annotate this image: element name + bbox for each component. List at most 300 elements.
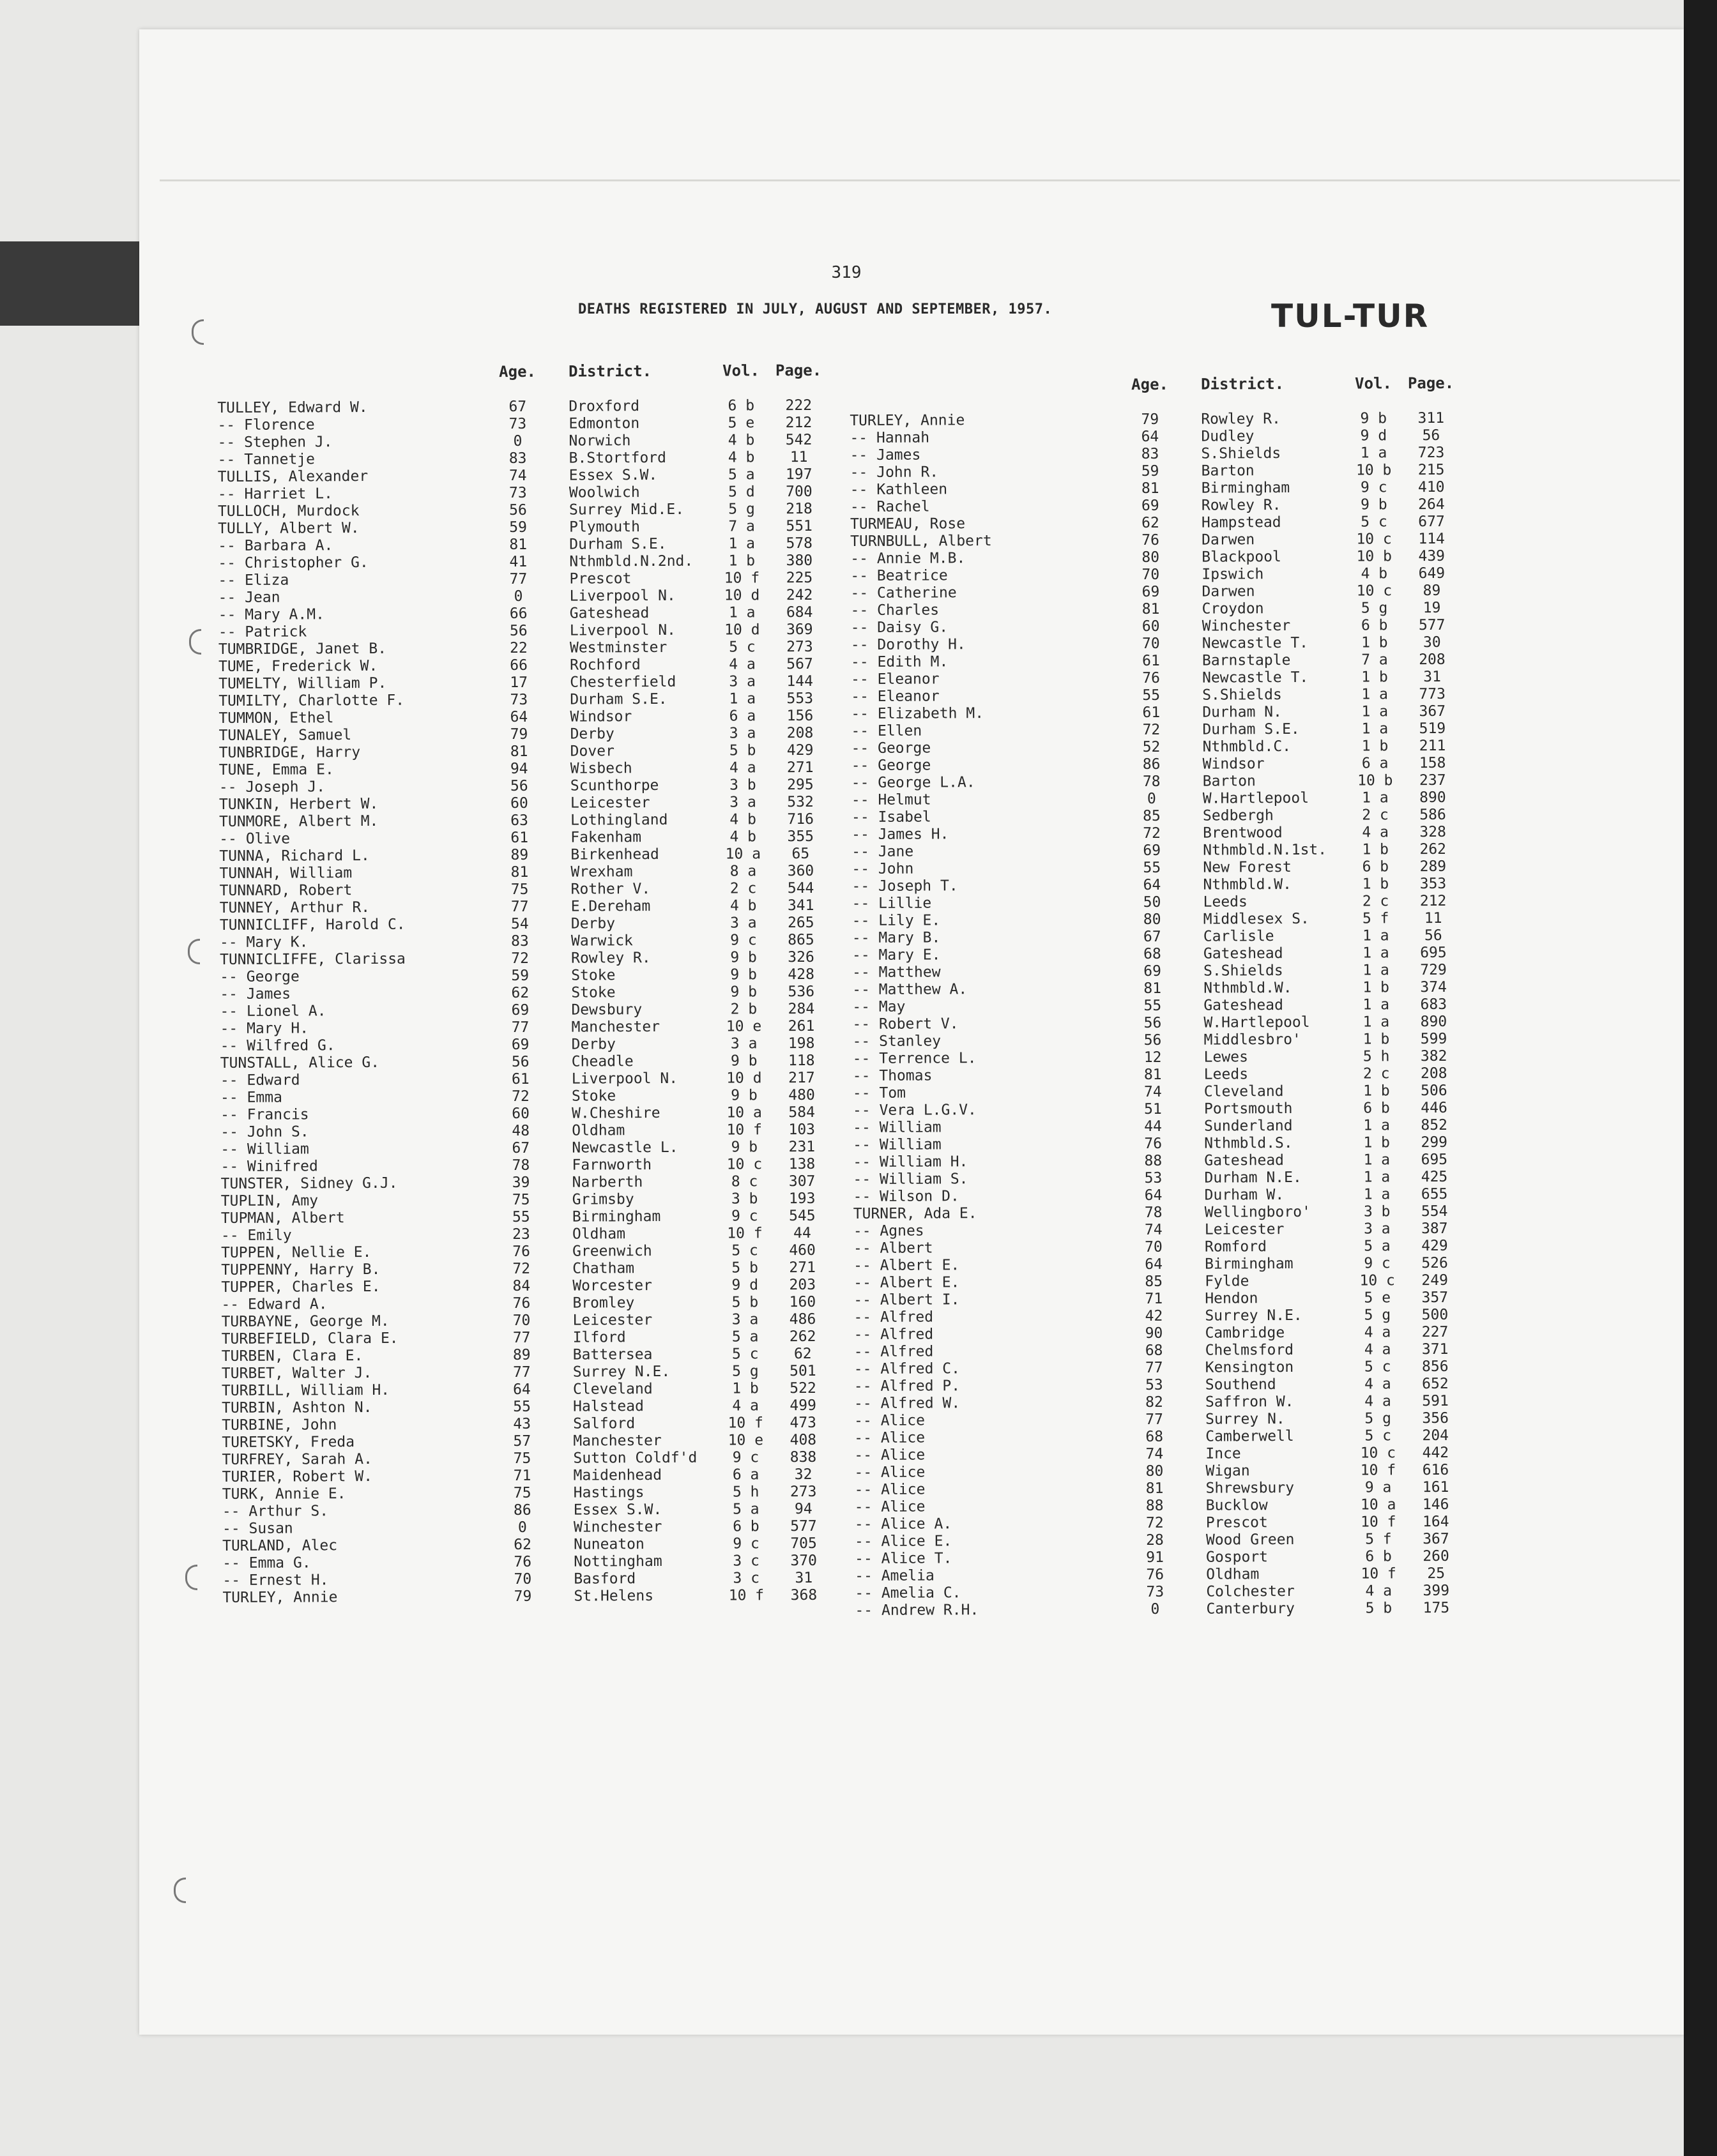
entry-age: 76: [1146, 1566, 1164, 1583]
entry-district: Surrey Mid.E.: [569, 501, 685, 519]
entry-age: 67: [508, 398, 527, 416]
entry-page: 328: [1419, 823, 1446, 841]
entry-volume: 10 f: [726, 1121, 762, 1139]
entry-page: 536: [788, 983, 815, 1001]
entry-page: 89: [1423, 582, 1441, 600]
entry-age: 76: [1142, 669, 1160, 687]
entry-name: -- Alice E.: [854, 1533, 952, 1550]
entry-page: 399: [1423, 1582, 1450, 1600]
entry-page: 237: [1419, 771, 1446, 789]
entry-age: 83: [511, 932, 529, 950]
register-entry-row: [222, 1397, 860, 1417]
entry-district: S.Shields: [1202, 687, 1282, 704]
register-entry-row: [855, 1479, 1493, 1499]
entry-volume: 4 a: [732, 1397, 759, 1415]
entry-page: 852: [1421, 1116, 1447, 1134]
entry-district: Dover: [570, 743, 614, 760]
entry-age: 60: [512, 1105, 530, 1122]
entry-age: 77: [1145, 1359, 1163, 1376]
entry-page: 231: [788, 1138, 816, 1156]
entry-page: 161: [1422, 1478, 1449, 1496]
entry-district: Liverpool N.: [569, 621, 676, 639]
entry-district: Barnstaple: [1202, 651, 1291, 669]
entry-age: 67: [512, 1139, 530, 1157]
entry-district: Essex S.W.: [573, 1501, 662, 1519]
column-header-district: District.: [1200, 375, 1285, 393]
entry-district: Rochford: [570, 657, 641, 674]
entry-age: 88: [1144, 1152, 1163, 1169]
entry-district: Durham N.E.: [1204, 1169, 1302, 1187]
entry-volume: 6 b: [1362, 858, 1389, 876]
entry-page: 32: [794, 1466, 813, 1484]
entry-volume: 3 b: [729, 777, 756, 794]
entry-name: -- Christopher G.: [218, 554, 369, 572]
entry-page: 649: [1418, 565, 1446, 582]
entry-name: -- Alice: [854, 1446, 926, 1464]
entry-name: TUNNAH, William: [219, 865, 353, 882]
entry-page: 544: [787, 879, 814, 897]
entry-name: -- Matthew A.: [852, 981, 968, 998]
entry-district: Chatham: [572, 1260, 635, 1277]
entry-volume: 1 b: [1361, 669, 1388, 686]
entry-age: 78: [1142, 773, 1161, 791]
entry-page: 577: [790, 1517, 817, 1535]
entry-name: -- Emma: [220, 1089, 283, 1106]
entry-district: New Forest: [1203, 858, 1292, 876]
entry-age: 64: [513, 1381, 531, 1398]
entry-age: 0: [1147, 790, 1156, 807]
entry-name: TUNSTER, Sidney G.J.: [220, 1174, 398, 1192]
entry-name: -- William: [220, 1141, 309, 1158]
entry-volume: 1 a: [728, 604, 756, 621]
column-header-vol: Vol.: [1355, 374, 1393, 393]
entry-district: Derby: [570, 915, 616, 932]
entry-age: 76: [1141, 531, 1160, 549]
register-entry-row: [854, 1462, 1493, 1482]
entry-volume: 5 g: [732, 1363, 759, 1380]
entry-name: -- Alice: [854, 1464, 926, 1481]
entry-volume: 3 a: [729, 915, 757, 932]
entry-volume: 5 a: [732, 1501, 759, 1518]
entry-name: -- Jane: [851, 843, 914, 860]
entry-page: 442: [1422, 1444, 1449, 1462]
entry-page: 357: [1421, 1289, 1449, 1307]
entry-name: TURETSKY, Freda: [222, 1434, 355, 1451]
entry-volume: 10 f: [728, 1415, 763, 1432]
entry-district: Gosport: [1206, 1549, 1269, 1566]
entry-name: -- Winifred: [220, 1158, 318, 1175]
entry-volume: 5 e: [1364, 1289, 1391, 1307]
entry-name: -- Hannah: [850, 429, 930, 446]
register-entry-row: [222, 1552, 861, 1572]
entry-page: 408: [790, 1431, 817, 1449]
entry-page: 204: [1422, 1427, 1449, 1445]
entry-volume: 1 b: [1362, 841, 1389, 858]
entry-volume: 5 c: [1364, 1358, 1391, 1376]
entry-name: -- Alfred: [853, 1326, 934, 1343]
entry-district: Liverpool N.: [571, 1070, 678, 1088]
entry-district: Leicester: [1204, 1221, 1285, 1238]
entry-district: Fakenham: [570, 829, 642, 846]
entry-district: Woolwich: [569, 484, 640, 501]
register-entry-row: [222, 1346, 860, 1365]
entry-age: 73: [1146, 1583, 1164, 1600]
entry-district: Durham S.E.: [1202, 720, 1300, 738]
entry-volume: 10 d: [724, 587, 760, 604]
entry-page: 374: [1420, 978, 1447, 996]
register-entry-row: [217, 397, 856, 417]
entry-district: Gateshead: [1203, 997, 1283, 1014]
entry-name: -- Dorothy H.: [850, 636, 966, 653]
entry-page: 44: [793, 1224, 811, 1242]
entry-district: S.Shields: [1203, 962, 1283, 980]
entry-district: Rowley R.: [1201, 411, 1281, 428]
entry-district: Wigan: [1205, 1462, 1250, 1480]
entry-name: -- George L.A.: [851, 774, 975, 791]
entry-volume: 10 f: [1360, 1462, 1396, 1479]
entry-district: Cheadle: [571, 1053, 634, 1070]
entry-name: TUNSTALL, Alice G.: [220, 1054, 380, 1072]
entry-age: 0: [513, 432, 523, 450]
entry-page: 299: [1421, 1134, 1448, 1151]
register-entry-row: [222, 1501, 861, 1521]
entry-name: TUNALEY, Samuel: [218, 727, 352, 744]
entry-name: -- Lily E.: [851, 912, 941, 929]
entry-age: 70: [1141, 566, 1160, 584]
entry-volume: 9 a: [1364, 1479, 1392, 1496]
entry-volume: 1 a: [1363, 1186, 1391, 1203]
entry-district: Farnworth: [572, 1157, 652, 1174]
entry-district: Oldham: [572, 1226, 626, 1243]
entry-name: -- Albert I.: [853, 1291, 960, 1309]
entry-age: 0: [514, 588, 523, 605]
entry-age: 59: [1141, 462, 1159, 480]
entry-volume: 1 b: [1362, 1031, 1390, 1048]
entry-volume: 3 b: [731, 1190, 758, 1208]
entry-volume: 4 b: [728, 449, 755, 466]
register-entry-row: [218, 552, 857, 572]
entry-age: 55: [1143, 997, 1162, 1015]
page-title: DEATHS REGISTERED IN JULY, AUGUST AND SEPTEMBER, 1957.: [578, 301, 1053, 317]
entry-name: TUMELTY, William P.: [218, 674, 387, 692]
entry-volume: 4 a: [1364, 1324, 1391, 1341]
entry-age: 73: [508, 415, 527, 433]
entry-age: 80: [1141, 549, 1160, 566]
entry-page: 545: [788, 1207, 816, 1225]
entry-page: 428: [788, 966, 815, 983]
entry-page: 856: [1421, 1358, 1449, 1376]
entry-name: -- Eleanor: [851, 688, 940, 705]
entry-page: 473: [790, 1414, 817, 1432]
entry-district: Nottingham: [574, 1552, 662, 1570]
entry-age: 81: [1145, 1480, 1164, 1497]
entry-name: -- Ernest H.: [222, 1572, 329, 1589]
entry-page: 103: [788, 1121, 816, 1139]
entry-age: 81: [1143, 980, 1162, 998]
entry-name: -- Albert: [853, 1240, 933, 1257]
entry-name: TURFREY, Sarah A.: [222, 1450, 372, 1468]
entry-age: 80: [1145, 1462, 1164, 1480]
entry-name: -- Lionel A.: [220, 1003, 326, 1020]
right-entry-column: [850, 374, 1493, 1620]
entry-page: 578: [786, 535, 813, 552]
entry-name: TURBINE, John: [222, 1416, 337, 1434]
register-entry-row: [851, 600, 1490, 619]
entry-page: 65: [791, 845, 810, 863]
entry-page: 486: [789, 1310, 816, 1328]
entry-volume: 9 b: [731, 1139, 758, 1156]
entry-volume: 10 a: [725, 846, 761, 863]
entry-volume: 5 b: [1365, 1600, 1393, 1617]
column-header-page: Page.: [1407, 374, 1454, 393]
entry-district: Shrewsbury: [1205, 1479, 1295, 1497]
entry-page: 480: [788, 1086, 815, 1104]
entry-age: 77: [510, 898, 529, 916]
entry-volume: 5 g: [1364, 1410, 1391, 1427]
entry-district: Rother V.: [570, 881, 651, 898]
entry-district: Colchester: [1206, 1583, 1295, 1600]
register-entry-row: [222, 1415, 860, 1434]
entry-district: Leicester: [572, 1312, 653, 1329]
entry-name: TULLIS, Alexander: [217, 467, 369, 485]
entry-page: 118: [788, 1052, 815, 1070]
entry-volume: 1 b: [1363, 1082, 1390, 1100]
entry-district: Worcester: [572, 1277, 652, 1294]
register-entry-row: [222, 1328, 860, 1348]
entry-name: -- Lillie: [851, 895, 932, 912]
entry-page: 31: [795, 1569, 813, 1587]
entry-volume: 4 b: [729, 828, 757, 846]
entry-district: Hendon: [1205, 1290, 1258, 1307]
entry-district: Prescot: [569, 570, 632, 588]
entry-name: -- Alice: [854, 1481, 926, 1498]
entry-district: Basford: [574, 1570, 636, 1588]
entry-age: 73: [510, 691, 528, 709]
entry-district: Birkenhead: [570, 846, 659, 863]
entry-volume: 3 a: [730, 1035, 758, 1052]
entry-name: TUNNICLIFF, Harold C.: [219, 916, 406, 934]
entry-district: Romford: [1204, 1238, 1267, 1256]
entry-district: Derby: [571, 1036, 616, 1053]
entry-district: Windsor: [1202, 755, 1265, 773]
entry-district: Lothingland: [570, 811, 668, 829]
entry-age: 82: [1145, 1393, 1163, 1411]
entry-name: -- Matthew: [852, 964, 941, 981]
entry-district: Stoke: [571, 1088, 616, 1105]
entry-page: 208: [786, 724, 814, 742]
entry-volume: 9 b: [731, 1087, 758, 1104]
entry-district: Oldham: [1206, 1566, 1260, 1583]
entry-district: Ilford: [572, 1329, 626, 1346]
register-entry-row: [854, 1376, 1493, 1395]
entry-page: 353: [1419, 875, 1447, 893]
register-entry-row: [854, 1445, 1493, 1464]
entry-name: TULLOCH, Murdock: [217, 503, 360, 520]
entry-district: Warwick: [570, 932, 633, 950]
entry-volume: 10 f: [1361, 1565, 1396, 1583]
register-entry-row: [850, 565, 1489, 585]
entry-district: Maidenhead: [573, 1466, 662, 1484]
entry-page: 371: [1421, 1340, 1449, 1358]
entry-page: 11: [790, 448, 808, 466]
entry-district: Canterbury: [1206, 1600, 1295, 1618]
entry-page: 586: [1419, 806, 1446, 824]
entry-name: -- Stephen J.: [217, 434, 333, 451]
entry-volume: 4 b: [1361, 565, 1388, 582]
entry-district: S.Shields: [1201, 445, 1281, 462]
entry-page: 542: [785, 431, 813, 449]
register-entry-row: [222, 1363, 860, 1383]
entry-district: Prescot: [1205, 1514, 1268, 1531]
page-number: 319: [831, 263, 862, 282]
entry-name: TUNKIN, Herbert W.: [218, 795, 379, 813]
register-entry-row: [851, 617, 1490, 637]
entry-volume: 9 b: [1361, 496, 1387, 513]
entry-age: 56: [509, 622, 528, 640]
register-entry-row: [850, 479, 1489, 499]
entry-volume: 10 f: [727, 1225, 763, 1242]
entry-age: 55: [513, 1398, 531, 1415]
entry-page: 307: [788, 1173, 816, 1190]
scanner-edge-right: [1684, 0, 1717, 2156]
entry-volume: 9 c: [732, 1449, 759, 1466]
entry-page: 705: [790, 1535, 817, 1552]
entry-volume: 6 b: [728, 397, 755, 414]
entry-district: Surrey N.E.: [1205, 1307, 1302, 1325]
entry-district: Middlesbro': [1203, 1031, 1301, 1049]
entry-name: -- Elizabeth M.: [851, 705, 984, 722]
entry-name: TUPMAN, Albert: [220, 1210, 345, 1227]
entry-page: 160: [789, 1293, 816, 1311]
entry-age: 73: [508, 484, 527, 502]
entry-name: -- Wilson D.: [853, 1188, 959, 1205]
entry-district: Manchester: [573, 1432, 662, 1450]
entry-district: Kensington: [1205, 1358, 1294, 1376]
entry-name: -- Catherine: [850, 584, 957, 602]
entry-volume: 8 c: [731, 1173, 758, 1190]
entry-age: 89: [512, 1346, 531, 1363]
entry-volume: 4 a: [729, 656, 756, 673]
entry-age: 72: [1145, 1514, 1164, 1531]
entry-name: -- George: [220, 968, 300, 985]
entry-name: -- Francis: [220, 1106, 309, 1123]
entry-page: 519: [1419, 720, 1446, 738]
entry-age: 59: [509, 519, 528, 536]
entry-page: 193: [788, 1190, 816, 1208]
entry-name: -- Mary K.: [219, 934, 309, 951]
entry-volume: 1 a: [1361, 720, 1389, 738]
entry-age: 48: [512, 1122, 530, 1139]
entry-volume: 2 c: [1362, 1065, 1390, 1082]
entry-name: -- Eliza: [218, 572, 289, 589]
entry-district: Southend: [1205, 1376, 1276, 1393]
entry-name: TURNER, Ada E.: [853, 1205, 977, 1222]
entry-page: 439: [1418, 547, 1446, 565]
entry-name: TURBET, Walter J.: [221, 1364, 372, 1382]
register-entry-row: [855, 1531, 1493, 1551]
entry-name: -- Mary E.: [851, 946, 941, 964]
entry-name: -- Vera L.G.V.: [852, 1102, 977, 1119]
entry-age: 83: [1141, 445, 1159, 463]
entry-age: 64: [510, 708, 528, 726]
entry-volume: 4 a: [729, 759, 756, 777]
entry-age: 23: [512, 1226, 530, 1243]
entry-name: TUNE, Emma E.: [218, 761, 334, 778]
entry-volume: 1 b: [732, 1380, 759, 1397]
entry-age: 59: [511, 967, 530, 985]
entry-age: 76: [1144, 1135, 1163, 1152]
entry-age: 50: [1143, 893, 1161, 911]
entry-volume: 10 c: [1360, 1445, 1396, 1462]
register-entry-row: [218, 466, 857, 486]
entry-page: 532: [787, 793, 814, 811]
register-entry-row: [855, 1583, 1493, 1602]
entry-district: Hampstead: [1201, 514, 1281, 531]
entry-age: 72: [512, 1088, 530, 1105]
register-entry-row: [218, 501, 857, 520]
entry-age: 69: [511, 1036, 530, 1053]
entry-page: 262: [789, 1328, 816, 1346]
entry-volume: 10 e: [726, 1018, 762, 1035]
entry-name: -- John S.: [220, 1123, 309, 1141]
entry-volume: 9 b: [730, 1052, 758, 1070]
entry-age: 60: [1141, 618, 1160, 635]
entry-page: 311: [1417, 409, 1445, 427]
entry-volume: 6 a: [732, 1466, 759, 1484]
entry-district: Sutton Coldf'd: [573, 1449, 698, 1467]
entry-name: -- Tom: [852, 1084, 906, 1102]
entry-district: Nthmbld.N.2nd.: [569, 552, 694, 570]
entry-district: Battersea: [572, 1346, 653, 1363]
entry-page: 25: [1427, 1565, 1446, 1583]
entry-name: TUNBRIDGE, Harry: [218, 744, 361, 761]
entry-district: Westminster: [569, 639, 668, 657]
register-entry-row: [218, 483, 857, 503]
entry-page: 295: [787, 776, 814, 794]
entry-age: 70: [512, 1312, 531, 1329]
entry-page: 695: [1421, 1151, 1448, 1169]
register-entry-row: [851, 669, 1490, 688]
entry-volume: 10 c: [1359, 1272, 1395, 1289]
register-entry-row: [855, 1496, 1493, 1516]
entry-volume: 9 b: [730, 966, 758, 983]
entry-volume: 9 d: [1360, 427, 1387, 444]
entry-district: Croydon: [1202, 600, 1264, 618]
entry-volume: 10 f: [728, 1587, 765, 1604]
entry-name: -- Harriet L.: [217, 485, 333, 503]
entry-name: TUMMON, Ethel: [218, 710, 334, 727]
entry-name: -- Wilfred G.: [220, 1037, 335, 1054]
entry-district: Winchester: [573, 1518, 662, 1536]
entry-district: Gateshead: [569, 605, 650, 622]
entry-age: 68: [1145, 1342, 1163, 1359]
entry-district: Nthmbld.S.: [1204, 1134, 1293, 1152]
entry-name: TURBAYNE, George M.: [221, 1312, 390, 1330]
entry-volume: 5 a: [1364, 1238, 1391, 1255]
entry-age: 70: [514, 1570, 532, 1588]
entry-page: 382: [1420, 1047, 1447, 1065]
entry-name: TURBILL, William H.: [221, 1381, 390, 1399]
entry-volume: 4 a: [1364, 1376, 1391, 1393]
entry-volume: 5 b: [729, 742, 756, 759]
entry-volume: 1 a: [1362, 996, 1390, 1013]
entry-age: 89: [510, 846, 529, 864]
entry-volume: 3 b: [1363, 1203, 1391, 1220]
entry-district: Lewes: [1203, 1049, 1248, 1066]
register-entry-row: [851, 720, 1490, 740]
entry-name: -- George: [851, 757, 931, 774]
entry-page: 695: [1420, 944, 1447, 962]
